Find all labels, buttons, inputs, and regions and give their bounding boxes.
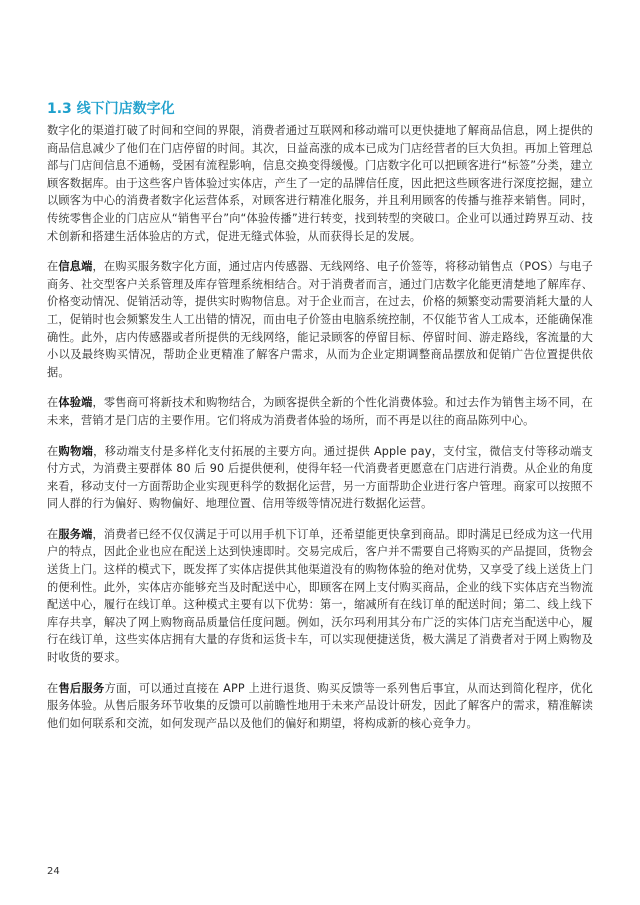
- paragraph-keyword: 购物端: [58, 444, 94, 458]
- page-number: 24: [47, 866, 60, 877]
- paragraph-keyword: 售后服务: [58, 681, 105, 695]
- paragraph-keyword: 信息端: [58, 260, 93, 274]
- paragraph-prefix: 在: [47, 681, 59, 695]
- paragraph-text: 数字化的渠道打破了时间和空间的界限，消费者通过互联网和移动端可以更快捷地了解商品信息，网上提供的商品信息减少了他们在门店停留的时间。其次，日益高涨的成本已成为门店经营者的巨大负担。再加上管理总部与门店间信息不通畅，受困有流程影响，信息交换变得缓慢。门店数字化可以把顾客进行“标签”分类，建立顾客数据库。由于这些客户皆体验过实体店，产生了一定的品牌信任度，因此把这些顾客进行深度挖掘，建立以顾客为中心的消费者数字化运营体系，对顾客进行精准化服务，并且利用顾客的传播与推荐来销售。同时，传统零售企业的门店应从“销售平台”向“体验传播”进行转变，找到转型的突破口。企业可以通过跨界互动、技术创新和搭建生活体验店的方式，促进无缝式体验，从而获得长足的发展。: [47, 124, 593, 243]
- paragraph-prefix: 在: [47, 260, 59, 274]
- paragraph-information: [47, 258, 593, 381]
- paragraph-text: ，消费者已经不仅仅满足于可以用手机下订单，还希望能更快拿到商品。即时满足已经成为这一代用户的特点，因此企业也应在配送上达到快速即时。交易完成后，客户并不需要自己将购买的产品提回，货物会送货上门。这样的模式下，既发挥了实体店提供其他渠道没有的购物体验的绝对优势，又享受了线上送货上门的便利性。此外，实体店亦能够充当及时配送中心，即顾客在网上支付购买商品，企业的线下实体店充当物流配送中心，履行在线订单。这种模式主要有以下优势：第一，缩减所有在线订单的配送时间；第二、线上线下库存共享，解决了网上购物商品质量信任度问题。例如，沃尔玛利用其分布广泛的实体门店充当配送中心，履行在线订单，这些实体店拥有大量的存货和运货卡车，可以实现便捷送货，极大满足了消费者对于网上购物及时收货的要求。: [47, 527, 594, 665]
- paragraph-keyword: 服务端: [58, 527, 93, 541]
- section-heading: [47, 100, 593, 118]
- paragraph-keyword: 体验端: [58, 396, 93, 410]
- paragraph-prefix: 在: [47, 444, 59, 458]
- paragraph-intro: [47, 122, 593, 245]
- paragraph-shopping: [47, 443, 593, 513]
- document-page: [47, 100, 593, 745]
- paragraph-experience: [47, 394, 593, 429]
- paragraph-text: ，零售商可将新技术和购物结合，为顾客提供全新的个性化消费体验。和过去作为销售主场不同，在未来，营销才是门店的主要作用。它们将成为消费者体验的场所，而不再是以往的商品陈列中心。: [47, 396, 594, 427]
- section-title: 线下门店数字化: [76, 101, 175, 117]
- paragraph-service: [47, 526, 593, 667]
- paragraph-prefix: 在: [47, 527, 59, 541]
- paragraph-after-sales: [47, 680, 593, 733]
- paragraph-text: ，在购买服务数字化方面，通过店内传感器、无线网络、电子价签等，将移动销售点（POS）与电子商务、社交型客户关系管理及库存管理系统相结合。对于消费者而言，通过门店数字化能更清楚地了解库存、价格变动情况、促销活动等，提供实时购物信息。对于企业而言，在过去，价格的频繁变动需要消耗大量的人工，促销时也会频繁发生人工出错的情况，而由电子价签由电脑系统控制，不仅能节省人工成本，还能确保准确性。此外，店内传感器或者所提供的无线网络，能记录顾客的停留目标、停留时间、游走路线，客流量的大小以及最终购买情况，帮助企业更精准了解客户需求，从而为企业定期调整商品摆放和促销广告位置提供依据。: [47, 260, 594, 379]
- section-number: 1.3: [47, 101, 72, 117]
- paragraph-prefix: 在: [47, 396, 59, 410]
- paragraph-text: ，移动端支付是多样化支付拓展的主要方向。通过提供 Apple pay，支付宝，微信支付等移动端支付方式，为消费主要群体 80 后 90 后提供便利，使得年轻一代消费者更愿意在门店进行消费。从企业的角度来看，移动支付一方面帮助企业实现更科学的数据化运营，另一方面帮助企业进行客户管理。商家可以按照不同人群的行为偏好、购物偏好、地理位置、信用等级等情况进行数据化运营。: [47, 444, 594, 511]
- paragraph-text: 方面，可以通过直接在 APP 上进行退货、购买反馈等一系列售后事宜，从而达到简化程序，优化服务体验。从售后服务环节收集的反馈可以前瞻性地用于未来产品设计研发，因此了解客户的需求，精准解读他们如何联系和交流，如何发现产品以及他们的偏好和期望，将构成新的核心竞争力。: [47, 681, 594, 730]
